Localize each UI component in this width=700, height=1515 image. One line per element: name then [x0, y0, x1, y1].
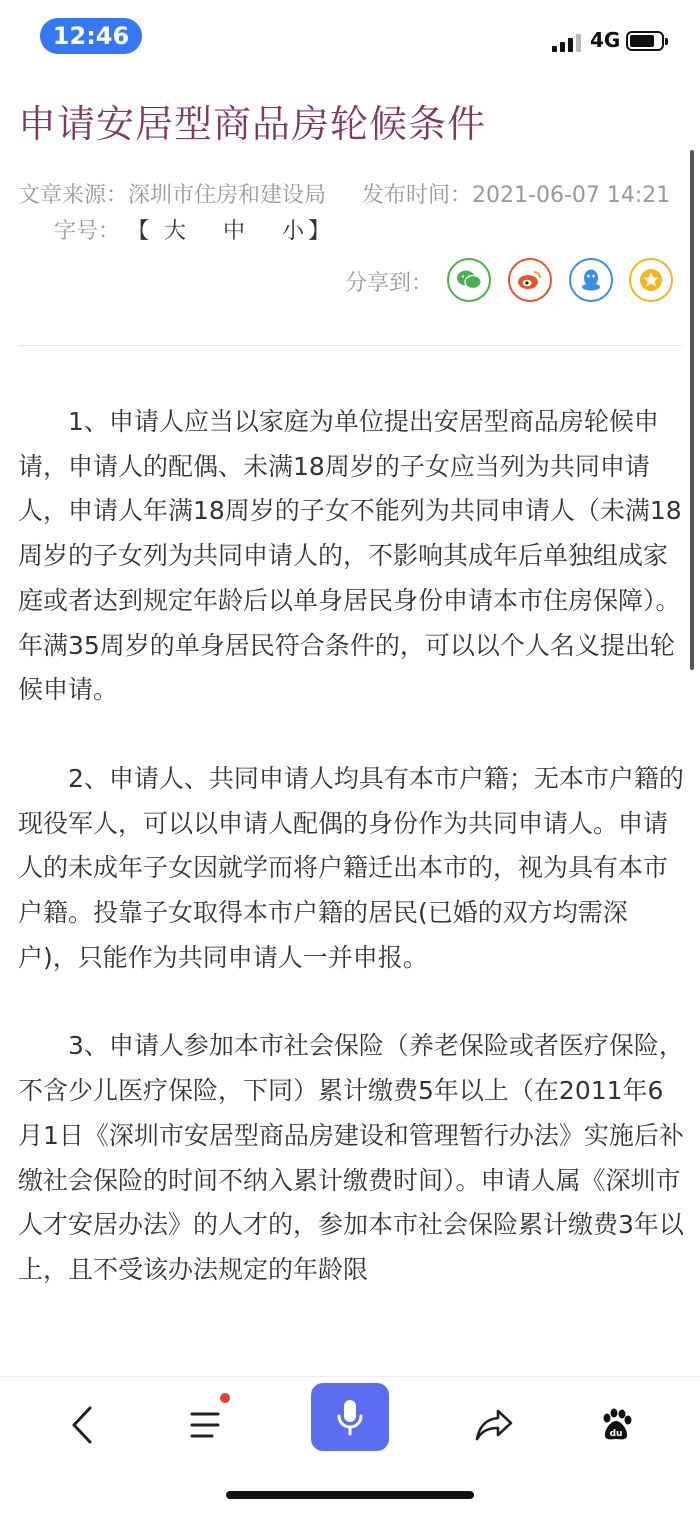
article-meta: [18, 178, 688, 250]
font-size-selector: [127, 219, 334, 244]
font-large-button[interactable]: 大: [164, 219, 191, 244]
share-weibo-button[interactable]: [508, 258, 552, 302]
share-icon: [474, 1408, 514, 1442]
back-button[interactable]: [42, 1385, 122, 1465]
share-label: 分享到：: [345, 271, 434, 296]
favorite-icon: [639, 268, 663, 292]
share-favorite-button[interactable]: [629, 258, 673, 302]
menu-button[interactable]: [166, 1385, 246, 1465]
page-title: 申请安居型商品房轮候条件: [18, 102, 487, 146]
source-label: 文章来源：: [18, 183, 129, 208]
wechat-icon: [456, 269, 482, 291]
font-bracket-close: 】: [308, 219, 335, 244]
share-wechat-button[interactable]: [447, 258, 491, 302]
baidu-button[interactable]: [576, 1385, 656, 1465]
paragraph-1: 1、申请人应当以家庭为单位提出安居型商品房轮候申请，申请人的配偶、未满18周岁的子女应当列为共同申请人，申请人年满18周岁的子女不能列为共同申请人（未满18周岁的子女列为共同申请人的，不影响其成年后单独组成家庭或者达到规定年龄后以单身居民身份申请本市住房保障）。年满35周岁的单身居民符合条件的，可以以个人名义提出轮候申请。: [18, 407, 682, 705]
weibo-icon: [517, 269, 543, 291]
back-icon: [70, 1406, 94, 1444]
notification-dot: [220, 1393, 230, 1403]
paragraph-3: 3、申请人参加本市社会保险（养老保险或者医疗保险，不含少儿医疗保险，下同）累计缴费5年以上（在2011年6月1日《深圳市安居型商品房建设和管理暂行办法》实施后补缴社会保险的时间不纳入累计缴费时间）。申请人属《深圳市人才安居办法》的人才的，参加本市社会保险累计缴费3年以上，且不受该办法规定的年龄限: [18, 1031, 684, 1284]
signal-icon: [552, 32, 584, 52]
voice-search-button[interactable]: [311, 1383, 389, 1451]
baidu-icon: [598, 1407, 634, 1443]
qq-icon: [580, 268, 602, 292]
article-body: [18, 400, 686, 1293]
share-qq-button[interactable]: [569, 258, 613, 302]
publish-time: 2021-06-07 14:21: [472, 183, 671, 208]
font-small-button[interactable]: 小: [282, 219, 309, 244]
font-medium-button[interactable]: 中: [223, 219, 250, 244]
network-label: 4G: [590, 28, 621, 52]
battery-icon: [626, 31, 664, 51]
paragraph-2: 2、申请人、共同申请人均具有本市户籍；无本市户籍的现役军人，可以以申请人配偶的身份作为共同申请人。申请人的未成年子女因就学而将户籍迁出本市的，视为具有本市户籍。投靠子女取得本市户籍的居民(已婚的双方均需深户)，只能作为共同申请人一并申报。: [18, 763, 684, 972]
scrollbar[interactable]: [690, 150, 694, 670]
publish-label: 发布时间：: [362, 183, 473, 208]
share-button[interactable]: [454, 1385, 534, 1465]
home-indicator[interactable]: [226, 1491, 474, 1499]
svg-text:du: du: [609, 1429, 623, 1439]
status-time: 12:46: [40, 18, 142, 54]
status-bar: [0, 0, 700, 80]
source-value: 深圳市住房和建设局: [128, 183, 327, 208]
header-divider: [18, 345, 682, 346]
font-size-label: 字号：: [54, 219, 121, 244]
menu-icon: [188, 1410, 224, 1440]
font-bracket-open: 【: [127, 219, 154, 244]
microphone-icon: [336, 1398, 364, 1436]
